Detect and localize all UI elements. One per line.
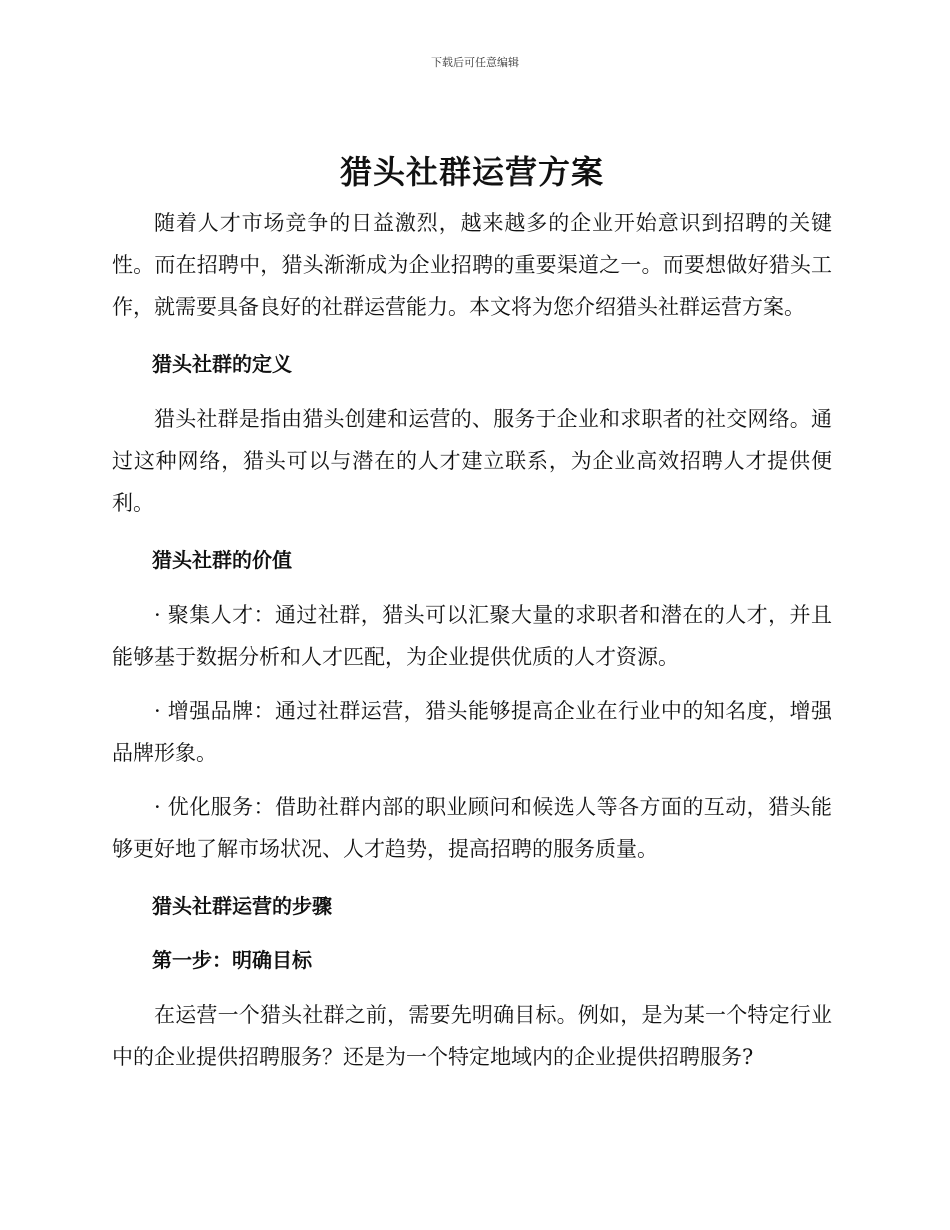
step1-heading: 第一步：明确目标 bbox=[152, 948, 312, 972]
intro-paragraph: 随着人才市场竞争的日益激烈，越来越多的企业开始意识到招聘的关键性。而在招聘中，猎头渐渐成为企业招聘的重要渠道之一。而要想做好猎头工作，就需要具备良好的社群运营能力。本文将为您介绍猎头社群运营方案。 bbox=[112, 211, 832, 319]
document-title: 猎头社群运营方案 bbox=[339, 153, 604, 191]
value-bullet-talent: · 聚集人才：通过社群，猎头可以汇聚大量的求职者和潜在的人才，并且能够基于数据分析和人才匹配，为企业提供优质的人才资源。 bbox=[112, 603, 832, 669]
value-heading: 猎头社群的价值 bbox=[152, 548, 292, 572]
steps-heading: 猎头社群运营的步骤 bbox=[152, 894, 332, 918]
page-header-note: 下载后可任意编辑 bbox=[431, 56, 519, 69]
value-bullet-brand: · 增强品牌：通过社群运营，猎头能够提高企业在行业中的知名度，增强品牌形象。 bbox=[112, 699, 832, 765]
document-body bbox=[112, 150, 832, 1078]
definition-paragraph: 猎头社群是指由猎头创建和运营的、服务于企业和求职者的社交网络。通过这种网络，猎头可以与潜在的人才建立联系，为企业高效招聘人才提供便利。 bbox=[112, 407, 832, 515]
definition-heading: 猎头社群的定义 bbox=[152, 352, 292, 376]
value-bullet-service: · 优化服务：借助社群内部的职业顾问和候选人等各方面的互动，猎头能够更好地了解市场状况、人才趋势，提高招聘的服务质量。 bbox=[112, 795, 832, 861]
step1-paragraph: 在运营一个猎头社群之前，需要先明确目标。例如，是为某一个特定行业中的企业提供招聘服务？还是为一个特定地域内的企业提供招聘服务? bbox=[112, 1003, 832, 1069]
